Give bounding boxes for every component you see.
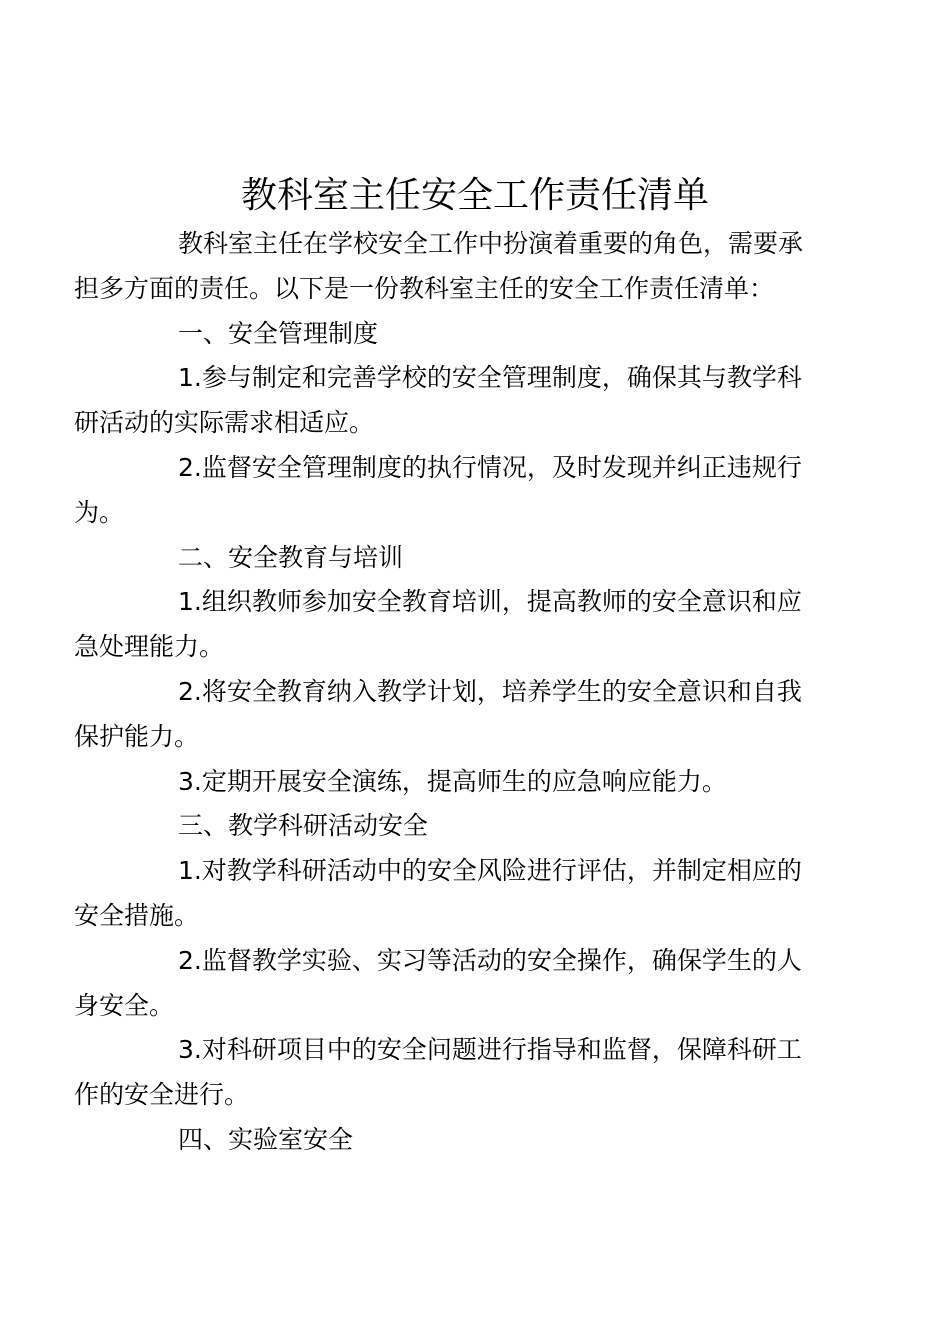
document-title: 教科室主任安全工作责任清单	[240, 175, 709, 216]
paragraph-line: 教科室主任在学校安全工作中扮演着重要的角色，需要承	[178, 229, 804, 258]
paragraph-line: 2.监督教学实验、实习等活动的安全操作，确保学生的人	[178, 945, 802, 975]
paragraph-line: 3.对科研项目中的安全问题进行指导和监督，保障科研工	[178, 1035, 802, 1065]
paragraph-line: 安全措施。	[74, 900, 200, 930]
list-item	[126, 760, 826, 805]
paragraph-line: 1.参与制定和完善学校的安全管理制度，确保其与教学科	[178, 363, 802, 393]
list-item	[74, 849, 826, 939]
document-body	[74, 222, 826, 1163]
paragraph-line: 担多方面的责任。以下是一份教科室主任的安全工作责任清单：	[74, 273, 775, 303]
list-item	[74, 356, 826, 446]
list-item	[74, 1028, 826, 1118]
paragraph-line: 保护能力。	[74, 721, 200, 751]
paragraph-line: 1.对教学科研活动中的安全风险进行评估，并制定相应的	[178, 856, 802, 886]
paragraph-line: 研活动的实际需求相适应。	[74, 408, 375, 438]
list-item	[74, 446, 826, 536]
paragraph-line: 为。	[74, 497, 125, 527]
paragraph-line: 身安全。	[74, 990, 175, 1020]
paragraph-line: 1.组织教师参加安全教育培训，提高教师的安全意识和应	[178, 587, 802, 617]
paragraph-line: 急处理能力。	[74, 632, 225, 662]
section-heading: 三、教学科研活动安全	[178, 811, 429, 841]
list-item	[74, 580, 826, 670]
paragraph-line: 2.将安全教育纳入教学计划，培养学生的安全意识和自我	[178, 676, 802, 706]
list-item	[74, 670, 826, 760]
paragraph-line: 3.定期开展安全演练，提高师生的应急响应能力。	[178, 766, 727, 796]
intro-paragraph	[74, 222, 826, 312]
section-heading: 四、实验室安全	[178, 1124, 354, 1154]
paragraph-line: 作的安全进行。	[74, 1080, 250, 1110]
paragraph-line: 2.监督安全管理制度的执行情况，及时发现并纠正违规行	[178, 452, 802, 482]
section-heading: 一、安全管理制度	[178, 318, 379, 348]
list-item	[74, 939, 826, 1029]
section-heading: 二、安全教育与培训	[178, 542, 404, 572]
